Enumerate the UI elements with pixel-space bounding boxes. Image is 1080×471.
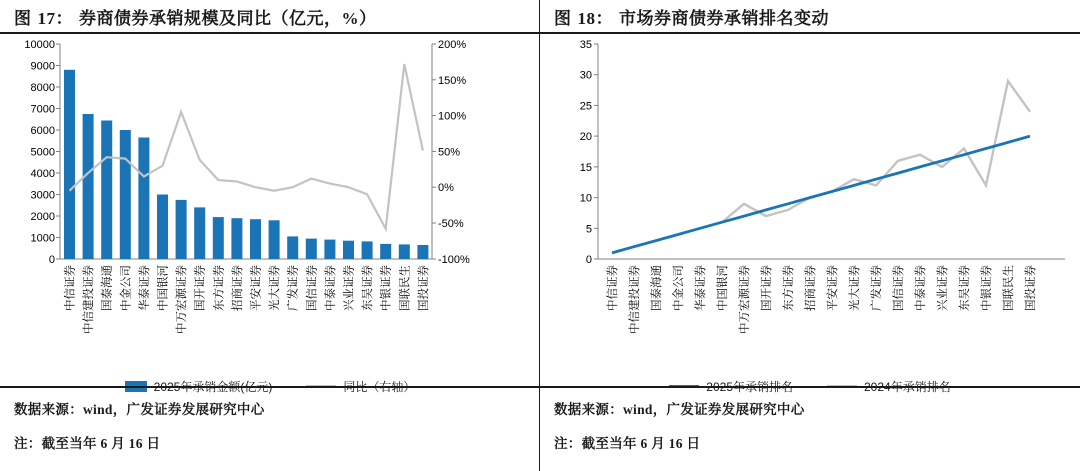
svg-text:8000: 8000 — [30, 82, 55, 94]
legend-line-label: 同比（右轴） — [343, 379, 416, 394]
svg-text:国联民生: 国联民生 — [1003, 265, 1015, 311]
svg-text:光大证券: 光大证券 — [269, 265, 282, 311]
figure-18-panel — [540, 0, 1080, 471]
svg-text:2000: 2000 — [30, 211, 55, 223]
svg-text:0: 0 — [48, 254, 55, 266]
svg-text:东吴证券: 东吴证券 — [362, 265, 375, 311]
figure-17-plot — [0, 34, 540, 386]
svg-text:中信证券: 中信证券 — [64, 265, 77, 311]
svg-text:东方证券: 东方证券 — [213, 265, 226, 311]
svg-text:国泰海通: 国泰海通 — [651, 265, 663, 311]
svg-text:200%: 200% — [438, 39, 467, 51]
figure-17-title: 券商债券承销规模及同比（亿元，%） — [79, 8, 377, 28]
figure-17-source: 数据来源：wind，广发证券发展研究中心 — [14, 402, 265, 417]
figure-18-title: 市场券商债券承销排名变动 — [619, 8, 829, 28]
bar-series — [64, 70, 428, 259]
svg-text:7000: 7000 — [30, 103, 55, 116]
svg-text:50%: 50% — [438, 146, 461, 159]
figure-17-header — [0, 0, 539, 34]
svg-text:国信证券: 国信证券 — [306, 265, 319, 311]
svg-text:中金公司: 中金公司 — [120, 265, 133, 311]
svg-text:东方证券: 东方证券 — [783, 265, 795, 311]
svg-text:25: 25 — [579, 100, 592, 113]
svg-text:兴业证券: 兴业证券 — [343, 265, 356, 311]
svg-text:-50%: -50% — [438, 218, 464, 230]
svg-text:中国银河: 中国银河 — [157, 265, 170, 311]
svg-text:广发证券: 广发证券 — [871, 265, 883, 311]
svg-text:100%: 100% — [438, 110, 467, 123]
svg-text:15: 15 — [579, 161, 592, 174]
svg-text:20: 20 — [579, 131, 592, 144]
svg-text:9000: 9000 — [30, 60, 55, 73]
svg-text:国开证券: 国开证券 — [194, 265, 207, 311]
figure-18-number: 18： — [577, 8, 613, 28]
svg-text:招商证券: 招商证券 — [231, 265, 244, 311]
figure-17-footer — [0, 386, 539, 471]
svg-text:中银证券: 中银证券 — [380, 265, 393, 311]
svg-text:东吴证券: 东吴证券 — [959, 265, 971, 311]
svg-text:中泰证券: 中泰证券 — [324, 265, 337, 311]
figure-17-note: 注：截至当年 6 月 16 日 — [14, 436, 161, 451]
svg-text:5: 5 — [585, 223, 592, 236]
svg-text:5000: 5000 — [30, 146, 55, 159]
bar-chart-svg — [0, 34, 540, 386]
svg-text:华泰证券: 华泰证券 — [138, 265, 151, 311]
svg-text:150%: 150% — [438, 74, 467, 87]
figure-17-label: 图 — [14, 8, 32, 28]
svg-text:招商证券: 招商证券 — [805, 265, 817, 311]
svg-text:中万宏源证券: 中万宏源证券 — [176, 265, 189, 334]
svg-text:中国银河: 中国银河 — [717, 265, 729, 311]
svg-text:10: 10 — [579, 192, 592, 205]
svg-text:中金公司: 中金公司 — [673, 265, 685, 311]
figure-18-label: 图 — [554, 8, 572, 28]
svg-text:0%: 0% — [438, 182, 454, 195]
svg-text:4000: 4000 — [30, 168, 55, 180]
figure-18-note: 注：截至当年 6 月 16 日 — [554, 436, 701, 451]
svg-text:30: 30 — [579, 69, 592, 82]
svg-text:平安证券: 平安证券 — [827, 265, 839, 311]
svg-text:国投证券: 国投证券 — [417, 265, 430, 311]
svg-text:国开证券: 国开证券 — [761, 265, 773, 311]
svg-text:1000: 1000 — [30, 232, 55, 245]
figure-17-number: 17： — [37, 8, 73, 28]
figure-18-source: 数据来源：wind，广发证券发展研究中心 — [554, 402, 805, 417]
svg-text:35: 35 — [579, 39, 592, 51]
svg-text:光大证券: 光大证券 — [849, 265, 861, 311]
svg-text:华泰证券: 华泰证券 — [695, 265, 707, 311]
figure-18-footer — [540, 386, 1080, 471]
svg-text:兴业证券: 兴业证券 — [937, 265, 949, 311]
svg-text:国联民生: 国联民生 — [399, 265, 412, 311]
figure-18-plot — [540, 34, 1080, 386]
svg-text:中银证券: 中银证券 — [981, 265, 993, 311]
line-chart-svg — [540, 34, 1080, 386]
svg-text:-100%: -100% — [438, 254, 470, 266]
svg-text:10000: 10000 — [24, 39, 55, 51]
svg-text:6000: 6000 — [30, 125, 55, 137]
svg-text:国投证券: 国投证券 — [1025, 265, 1037, 311]
svg-text:中泰证券: 中泰证券 — [915, 265, 927, 311]
svg-text:国信证券: 国信证券 — [893, 265, 905, 311]
rank-2024-line — [612, 81, 1030, 253]
svg-text:中信建投证券: 中信建投证券 — [83, 265, 96, 334]
svg-text:3000: 3000 — [30, 189, 55, 202]
svg-text:广发证券: 广发证券 — [287, 265, 300, 311]
svg-text:0: 0 — [585, 254, 592, 266]
svg-text:中信证券: 中信证券 — [607, 265, 619, 311]
svg-text:国泰海通: 国泰海通 — [101, 265, 114, 311]
svg-text:中万宏源证券: 中万宏源证券 — [739, 265, 751, 334]
legend-2024-label: 2024年承销排名 — [864, 379, 951, 394]
svg-text:中信建投证券: 中信建投证券 — [629, 265, 641, 334]
rank-2025-line — [612, 136, 1030, 253]
legend-bar-label: 2025年承销金额(亿元) — [153, 379, 273, 394]
legend-2025-label: 2025年承销排名 — [706, 379, 793, 394]
svg-text:平安证券: 平安证券 — [250, 265, 263, 311]
figure-18-header — [540, 0, 1080, 34]
